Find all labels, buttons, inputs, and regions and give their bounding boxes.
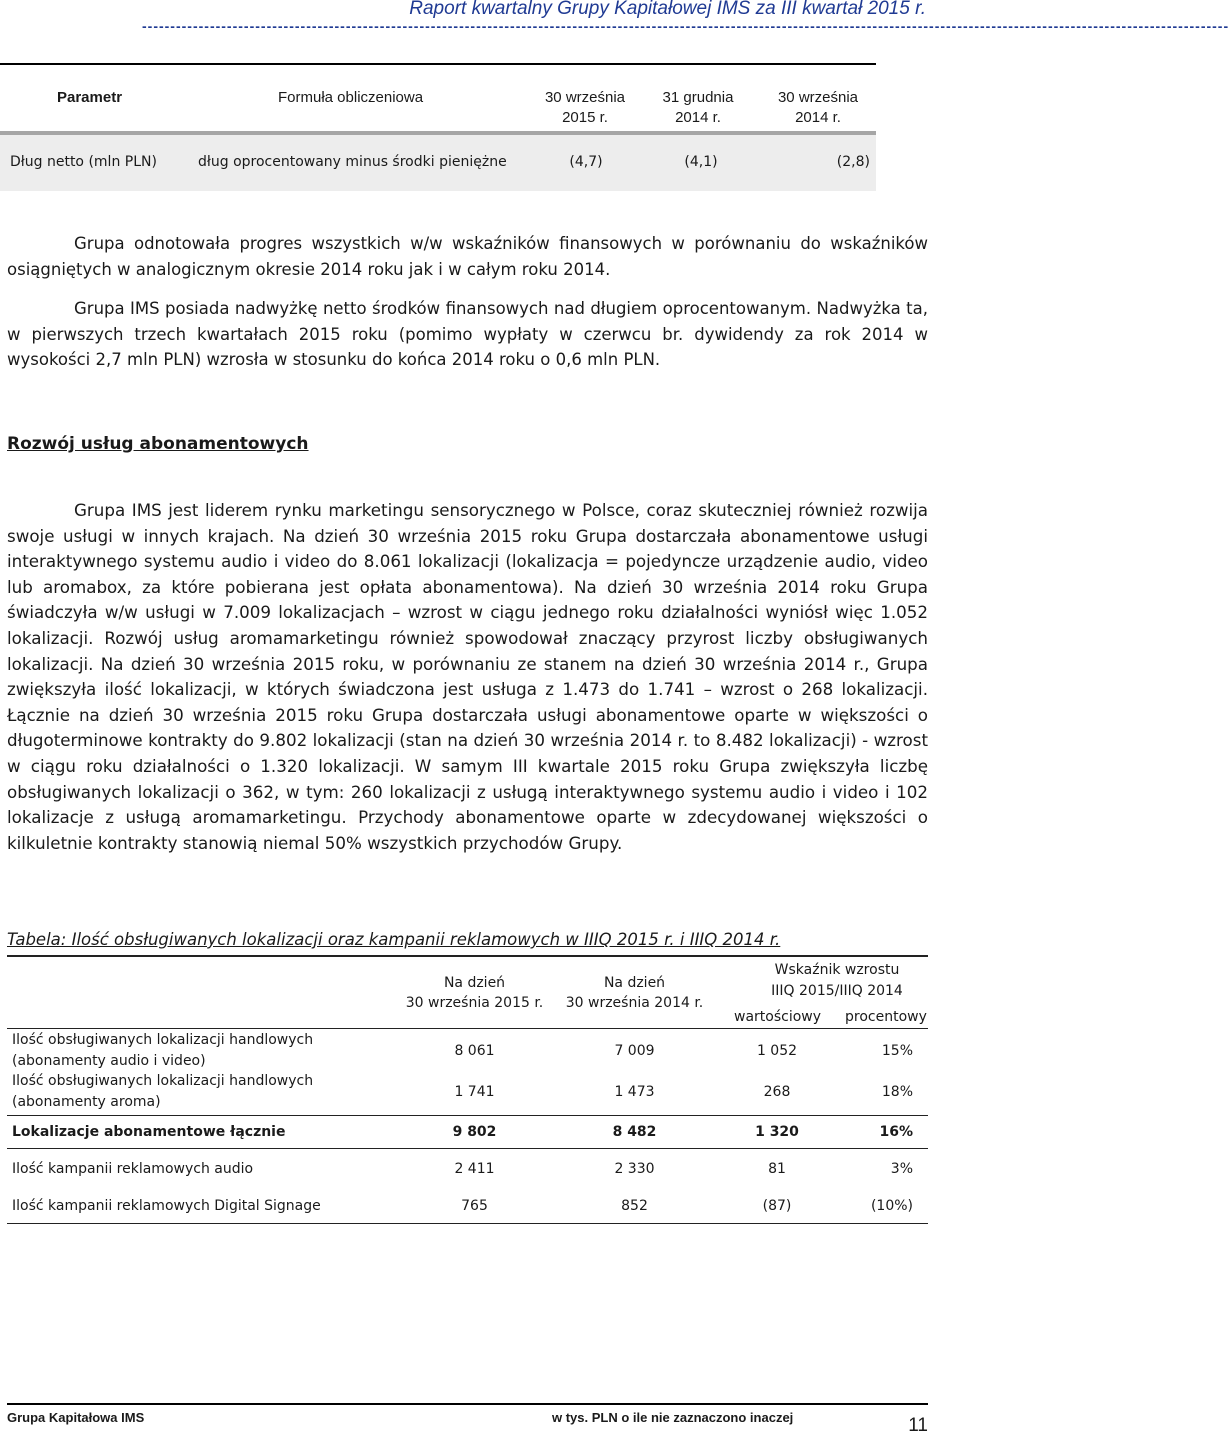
row3-label1: Lokalizacje abonamentowe łącznie xyxy=(12,1124,286,1140)
row2-label2: (abonamenty aroma) xyxy=(12,1094,161,1110)
row-formula: dług oprocentowany minus środki pieniężne xyxy=(198,154,507,170)
col-2015-line2: 30 września 2015 r. xyxy=(405,995,544,1011)
row2-v4: 18% xyxy=(881,1084,913,1100)
row3-v1: 9 802 xyxy=(452,1124,497,1140)
row4-label1: Ilość kampanii reklamowych audio xyxy=(12,1161,254,1177)
header-formula: Formuła obliczeniowa xyxy=(278,89,424,106)
row4-v3: 81 xyxy=(768,1161,786,1177)
growth-header-line1: Wskaźnik wzrostu xyxy=(774,962,900,978)
row4-v1: 2 411 xyxy=(454,1161,495,1177)
paragraph-subscription-services: Grupa IMS jest liderem rynku marketingu sensorycznego w Polsce, coraz skuteczniej również rozwija swoje usługi w innych krajach. Na dzień 30 września 2015 roku Grupa dostarczała abonamentowe usługi interaktywnego systemu audio i video do 8.061 lokalizacji (lokalizacja = pojedyncze urządzenie audio, video lub aromabox, za które pobierana jest opłata abonamentowa). Na dzień 30 września 2014 roku Grupa świadczyła w/w usługi w 7.009 lokalizacjach – wzrost w ciągu jednego roku działalności wyniósł więc 1.052 lokalizacji. Rozwój usług aromamarketingu również spowodował znaczący przyrost liczby obsługiwanych lokalizacji. Na dzień 30 września 2015 roku, w porównaniu ze stanem na dzień 30 września 2014 r., Grupa zwiększyła ilość lokalizacji, w których świadczona jest usługa z 1.473 do 1.741 – wzrost o 268 lokalizacji. Łącznie na dzień 30 września 2015 roku Grupa dostarczała usługi abonamentowe oparte w większości o długoterminowe kontrakty do 9.802 lokalizacji (stan na dzień 30 września 2014 r. to 8.482 lokalizacji) - wzrost w ciągu roku działalności o 1.320 lokalizacji. W samym III kwartale 2015 roku Grupa zwiększyła liczbę obsługiwanych lokalizacji o 362, w tym: 260 lokalizacji z usługą interaktywnego systemu audio i video i 102 lokalizacje z usługą aromamarketingu. Przychody abonamentowe oparte w zdecydowanej większości o kilkuletnie kontrakty stanowią niemal 50% wszystkich przychodów Grupy. xyxy=(7,500,928,853)
footer-units-note: w tys. PLN o ile nie zaznaczono inaczej xyxy=(552,1410,794,1425)
row-value-sep2014: (2,8) xyxy=(836,154,870,170)
row1-v2: 7 009 xyxy=(614,1043,655,1059)
row2-v1: 1 741 xyxy=(454,1084,495,1100)
col-2015-line1: Na dzień xyxy=(443,975,506,991)
sub-header-percent: procentowy xyxy=(845,1009,927,1025)
header-col-2015: 30 września 2015 r. xyxy=(544,89,626,126)
table-top-rule xyxy=(7,955,928,957)
row1-label2: (abonamenty audio i video) xyxy=(12,1053,206,1069)
footer-rule xyxy=(7,1403,928,1405)
row1-v4: 15% xyxy=(881,1043,913,1059)
row1-v3: 1 052 xyxy=(756,1043,798,1059)
row5-v1: 765 xyxy=(461,1198,488,1214)
row3-v4: 16% xyxy=(879,1124,913,1140)
header-dash-line: ------------------------------------------------------------------------------------------------------------------------------------------------------------------------------------------------ xyxy=(142,18,1229,34)
row2-v3: 268 xyxy=(763,1084,791,1100)
col-2014-line1: Na dzień xyxy=(603,975,666,991)
paragraph-progress: Grupa odnotowała progres wszystkich w/w wskaźników finansowych w porównaniu do wskaźników osiągniętych w analogicznym okresie 2014 roku jak i w całym roku 2014. xyxy=(7,234,928,279)
page-number: 11 xyxy=(908,1415,928,1436)
row4-v4: 3% xyxy=(890,1161,913,1177)
row5-label1: Ilość kampanii reklamowych Digital Signage xyxy=(12,1198,321,1214)
table-row xyxy=(0,135,876,191)
locations-table xyxy=(7,955,928,1225)
table-rule-3 xyxy=(7,1148,928,1149)
paragraph-net-surplus: Grupa IMS posiada nadwyżkę netto środków finansowych nad długiem oprocentowanym. Nadwyżka ta, w pierwszych trzech kwartałach 2015 roku (pomimo wypłaty w czerwcu br. dywidendy za rok 2014 w wysokości 2,7 mln PLN) wzrosła w stosunku do końca 2014 roku o 0,6 mln PLN. xyxy=(7,299,928,370)
row2-v2: 1 473 xyxy=(614,1084,655,1100)
row5-v2: 852 xyxy=(621,1198,648,1214)
report-header-title: Raport kwartalny Grupy Kapitałowej IMS za III kwartał 2015 r. xyxy=(409,0,926,19)
table-header-rule xyxy=(7,1028,928,1029)
table-bottom-rule xyxy=(7,1223,928,1224)
header-parametr: Parametr xyxy=(57,89,123,106)
row3-v2: 8 482 xyxy=(612,1124,657,1140)
table-total-rule xyxy=(7,1115,928,1116)
row2-label1: Ilość obsługiwanych lokalizacji handlowych xyxy=(12,1073,314,1089)
growth-header-line2: IIIQ 2015/IIIQ 2014 xyxy=(771,983,903,999)
footer-company: Grupa Kapitałowa IMS xyxy=(7,1410,145,1425)
sub-header-value: wartościowy xyxy=(734,1009,822,1025)
row4-v2: 2 330 xyxy=(614,1161,655,1177)
row-value-2015: (4,7) xyxy=(569,154,603,170)
table-top-rule xyxy=(0,63,876,65)
table-caption: Tabela: Ilość obsługiwanych lokalizacji oraz kampanii reklamowych w IIIQ 2015 r. i IIIQ 2014 r. xyxy=(7,930,781,949)
row-label: Dług netto (mln PLN) xyxy=(10,154,157,170)
row1-label1: Ilość obsługiwanych lokalizacji handlowych xyxy=(12,1032,314,1048)
row1-v1: 8 061 xyxy=(454,1043,495,1059)
section-title: Rozwój usług abonamentowych xyxy=(7,434,309,454)
col-2014-line2: 30 września 2014 r. xyxy=(565,995,704,1011)
row3-v3: 1 320 xyxy=(755,1124,799,1140)
header-col-sep2014: 30 września 2014 r. xyxy=(777,89,859,126)
row5-v3: (87) xyxy=(762,1198,792,1214)
row-value-dec2014: (4,1) xyxy=(684,154,718,170)
header-col-dec2014: 31 grudnia 2014 r. xyxy=(662,89,734,126)
row5-v4: (10%) xyxy=(870,1198,913,1214)
